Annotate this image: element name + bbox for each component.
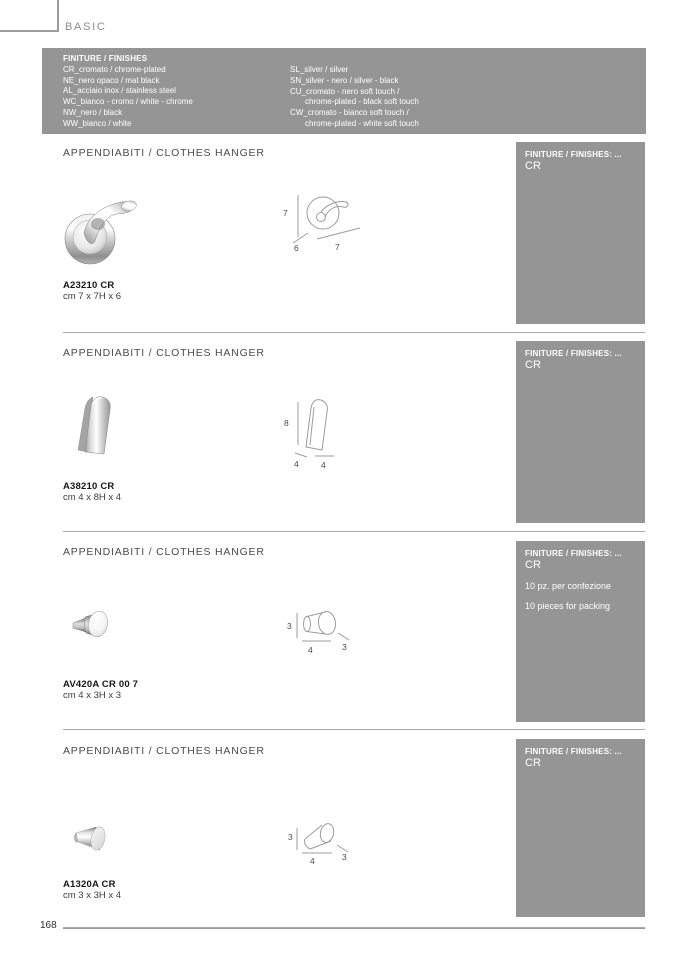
product-code: A38210 CR <box>63 481 115 492</box>
legend-entry: CU_cromato - nero soft touch / <box>290 86 400 96</box>
product-section-4 <box>0 739 677 927</box>
product-size: cm 4 x 8H x 4 <box>63 492 122 503</box>
dim-label-width: 4 <box>310 856 315 866</box>
product-category-title: APPENDIABITI / CLOTHES HANGER <box>63 147 265 159</box>
legend-entry: WC_bianco - cromo / white - chrome <box>63 97 193 107</box>
product-photo <box>71 608 111 645</box>
finishes-box <box>516 341 645 523</box>
legend-entry: CR_cromato / chrome-plated <box>63 64 166 74</box>
product-section-1 <box>0 142 677 333</box>
finishes-box-label: FINITURE / FINISHES: ... <box>525 349 622 358</box>
finishes-legend-title: FINITURE / FINISHES <box>63 54 148 63</box>
finishes-box <box>516 142 645 324</box>
dim-label-depth: 3 <box>342 642 347 652</box>
finishes-box-label: FINITURE / FINISHES: ... <box>525 549 622 558</box>
finishes-box-label: FINITURE / FINISHES: ... <box>525 747 622 756</box>
product-category-title: APPENDIABITI / CLOTHES HANGER <box>63 745 265 757</box>
dim-label-height: 3 <box>288 832 293 842</box>
legend-entry: NW_nero / black <box>63 107 123 117</box>
dim-label-depth: 3 <box>342 852 347 862</box>
legend-entry: WW_bianco / white <box>63 118 132 128</box>
section-divider <box>63 531 645 532</box>
product-section-3 <box>0 541 677 729</box>
dimension-drawing-graphic <box>280 188 375 252</box>
finishes-box-label: FINITURE / FINISHES: ... <box>525 150 622 159</box>
arch-hook-photo-graphic <box>76 393 118 455</box>
round-hook-photo-graphic <box>60 185 155 270</box>
pack-note-en: 10 pieces for packing <box>525 601 611 611</box>
dim-label-depth: 6 <box>294 243 299 252</box>
legend-entry-continuation: chrome-plated - black soft touch <box>305 97 419 107</box>
finishes-box <box>516 739 645 917</box>
knob-hook-photo-graphic <box>71 608 111 640</box>
cone-hook-photo-graphic <box>73 824 109 854</box>
dim-label-height: 7 <box>283 208 288 218</box>
dim-label-width: 4 <box>308 645 313 655</box>
finish-code: CR <box>525 757 541 769</box>
finishes-box <box>516 541 645 722</box>
legend-entry: SL_silver / silver <box>290 65 349 74</box>
legend-entry: CW_cromato - bianco soft touch / <box>290 108 409 118</box>
finish-code: CR <box>525 359 541 371</box>
legend-entry: AL_acciaio inox / stainless steel <box>63 86 176 96</box>
product-photo <box>60 185 155 275</box>
product-category-title: APPENDIABITI / CLOTHES HANGER <box>63 546 265 558</box>
section-divider <box>63 729 645 730</box>
collection-title: BASIC <box>65 21 107 33</box>
product-dimension-drawing <box>280 394 375 479</box>
legend-entry-continuation: chrome-plated - white soft touch <box>305 118 419 128</box>
dimension-drawing-graphic <box>280 603 375 658</box>
finish-code: CR <box>525 160 541 172</box>
product-dimension-drawing <box>280 188 375 257</box>
footer-rule <box>63 927 645 929</box>
dim-label-height: 8 <box>284 418 289 428</box>
product-photo <box>76 393 118 460</box>
product-code: AV420A CR 00 7 <box>63 679 139 690</box>
product-size: cm 3 x 3H x 4 <box>63 890 122 901</box>
dimension-drawing-graphic <box>280 818 375 866</box>
section-divider <box>63 332 645 333</box>
product-category-title: APPENDIABITI / CLOTHES HANGER <box>63 347 265 359</box>
pack-note-it: 10 pz. per confezione <box>525 581 612 591</box>
product-dimension-drawing <box>280 818 375 871</box>
product-size: cm 4 x 3H x 3 <box>63 690 122 701</box>
corner-rule-vertical <box>57 0 59 31</box>
dimension-drawing-graphic <box>280 394 375 474</box>
page-number: 168 <box>40 920 57 931</box>
product-size: cm 7 x 7H x 6 <box>63 291 122 302</box>
dim-label-width: 7 <box>335 242 340 252</box>
dim-label-width: 4 <box>321 460 326 470</box>
product-code: A23210 CR <box>63 280 115 291</box>
legend-entry: SN_silver - nero / silver - black <box>290 75 399 85</box>
dim-label-height: 3 <box>287 621 292 631</box>
legend-entry: NE_nero opaco / mat black <box>63 75 160 85</box>
corner-rule-horizontal <box>0 30 59 32</box>
product-dimension-drawing <box>280 603 375 663</box>
finishes-legend-right-column <box>290 65 419 130</box>
finish-code: CR <box>525 559 541 571</box>
product-section-2 <box>0 341 677 531</box>
finishes-legend <box>42 48 646 134</box>
finishes-legend-left-column <box>63 54 193 130</box>
product-code: A1320A CR <box>63 879 116 890</box>
product-photo <box>73 824 109 859</box>
dim-label-depth: 4 <box>294 459 299 469</box>
